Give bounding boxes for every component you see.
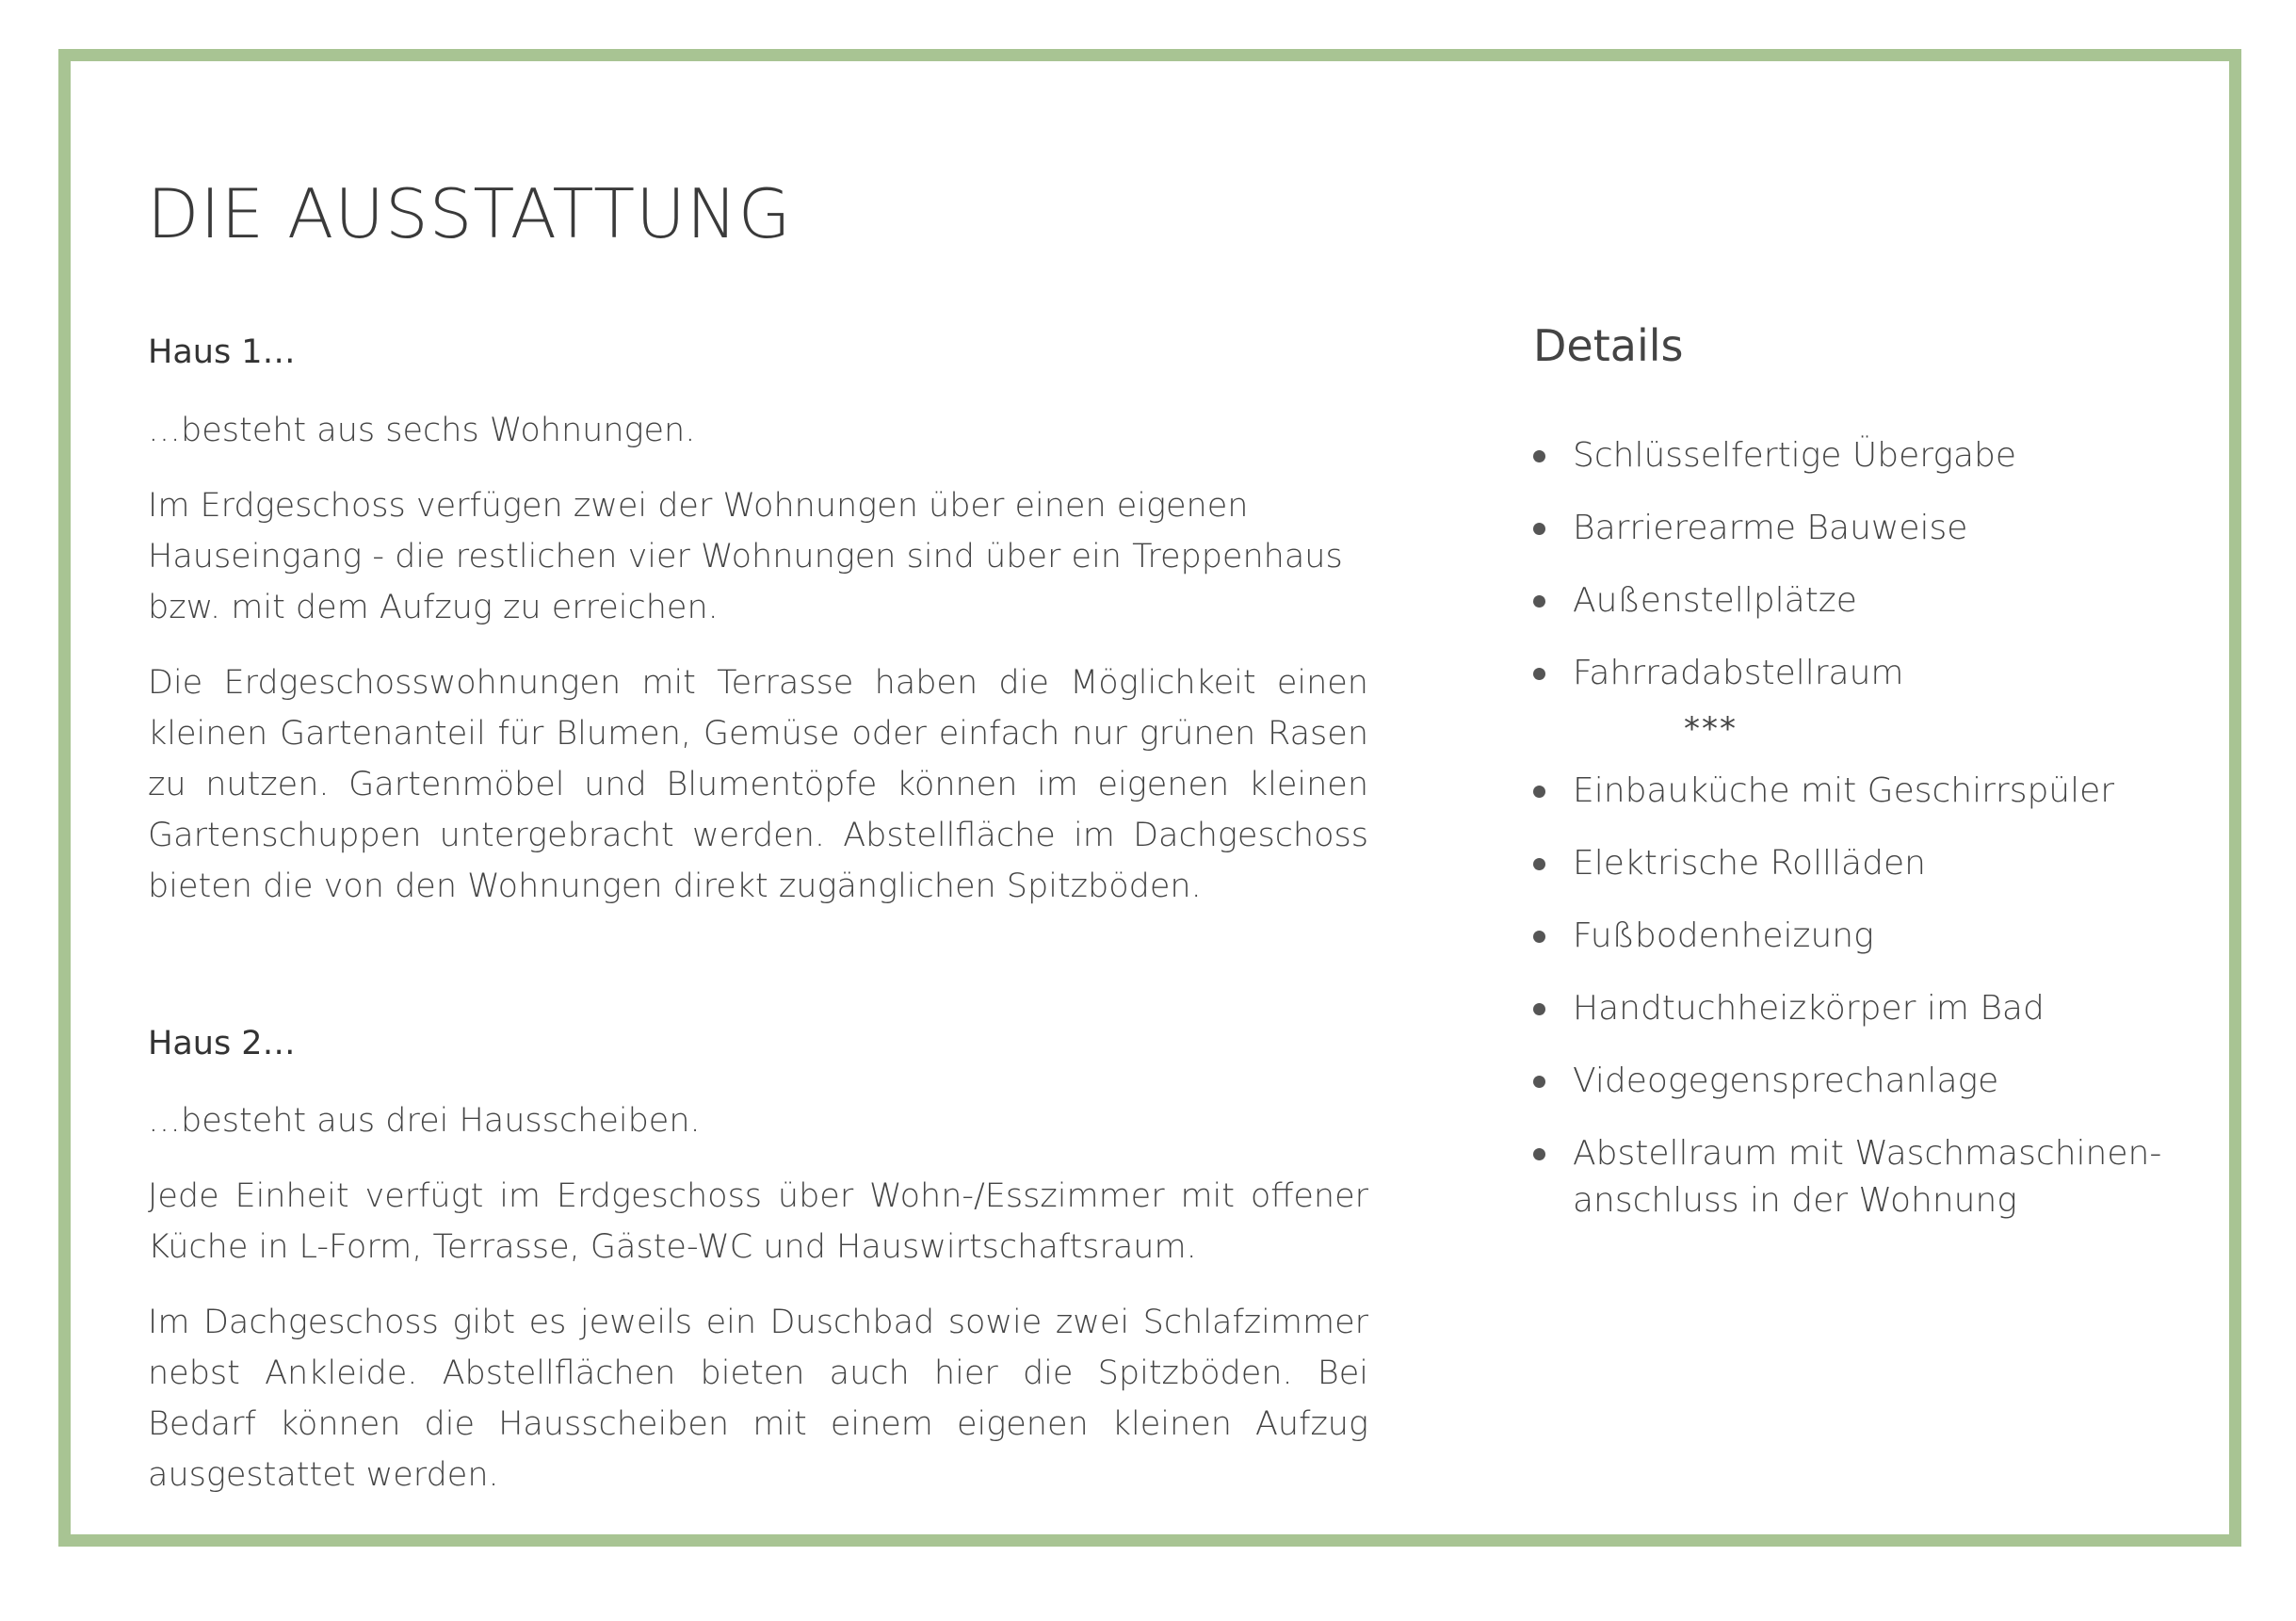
list-item-label: Barrierearme Bauweise: [1573, 509, 1968, 548]
list-item-label: Abstellraum mit Waschmaschinen-anschluss in der Wohnung: [1573, 1134, 2162, 1221]
list-item: [1533, 768, 2192, 815]
page-title: DIE AUSSTATTUNG: [147, 174, 792, 253]
bullet-icon: [1533, 1076, 1545, 1088]
section-spacer: [148, 936, 1368, 1023]
haus2-heading: Haus 2…: [148, 1024, 296, 1062]
bullet-icon: [1533, 786, 1545, 798]
list-item: [1533, 1130, 2192, 1224]
list-item: [1533, 505, 2192, 552]
haus2-paragraph-1: …besteht aus drei Hausscheiben.: [148, 1102, 701, 1140]
bullet-icon: [1533, 931, 1545, 943]
list-item-label: Handtuchheizkörper im Bad: [1573, 989, 2045, 1029]
list-item-label: Schlüsselfertige Übergabe: [1573, 436, 2017, 476]
bullet-icon: [1533, 1003, 1545, 1015]
list-item: [1533, 913, 2192, 960]
bullet-icon: [1533, 595, 1545, 608]
haus1-paragraph-3: Die Erdgeschosswohnungen mit Terrasse haben die Möglichkeit einen kleinen Gartenanteil für Blumen, Gemüse oder einfach nur grünen Rasen zu nutzen. Gartenmöbel und Blumentöpfe können im eigenen kleinen Gartenschuppen untergebracht werden. Abstellfläche im Dachgeschoss bieten die von den Wohnungen direkt zugänglichen Spitzböden.: [148, 663, 1368, 905]
list-item-label: Fahrradabstellraum: [1573, 654, 1904, 693]
separator-stars: ***: [1684, 710, 1738, 749]
list-item-label: Einbauküche mit Geschirrspüler: [1573, 771, 2115, 811]
bullet-icon: [1533, 1148, 1545, 1160]
list-item-label: Fußbodenheizung: [1573, 916, 1874, 956]
bullet-icon: [1533, 668, 1545, 680]
details-column: [1533, 320, 2192, 1250]
haus1-paragraph-1: …besteht aus sechs Wohnungen.: [148, 411, 696, 449]
list-item-label: Außenstellplätze: [1573, 581, 1857, 621]
bullet-icon: [1533, 450, 1545, 462]
description-column: [148, 332, 1368, 1525]
details-heading: Details: [1533, 320, 1684, 371]
details-list-group-1: [1533, 432, 2192, 697]
list-item: [1533, 985, 2192, 1032]
haus1-paragraph-2: Im Erdgeschoss verfügen zwei der Wohnungen über einen eigenen Hauseingang - die restlichen vier Wohnungen sind über ein Treppenhaus bzw. mit dem Aufzug zu erreichen.: [148, 486, 1343, 626]
list-item-label: Videogegensprechanlage: [1573, 1062, 1999, 1101]
list-item: [1533, 577, 2192, 624]
list-item: [1533, 650, 2192, 697]
list-item-label: Elektrische Rollläden: [1573, 844, 1926, 883]
list-item: [1533, 432, 2192, 479]
list-item: [1533, 840, 2192, 887]
bullet-icon: [1533, 523, 1545, 535]
haus2-paragraph-2: Jede Einheit verfügt im Erdgeschoss über Wohn-/Esszimmer mit offener Küche in L-Form, Terrasse, Gäste-WC und Hauswirtschaftsraum.: [148, 1177, 1368, 1266]
bullet-icon: [1533, 858, 1545, 870]
list-item: [1533, 1058, 2192, 1105]
haus2-paragraph-3: Im Dachgeschoss gibt es jeweils ein Duschbad sowie zwei Schlafzimmer nebst Ankleide. Abstellflächen bieten auch hier die Spitzböden. Bei Bedarf können die Hausscheiben mit einem eigenen kleinen Aufzug ausgestattet werden.: [148, 1304, 1368, 1494]
haus1-heading: Haus 1…: [148, 333, 296, 371]
details-list-group-2: [1533, 768, 2192, 1224]
